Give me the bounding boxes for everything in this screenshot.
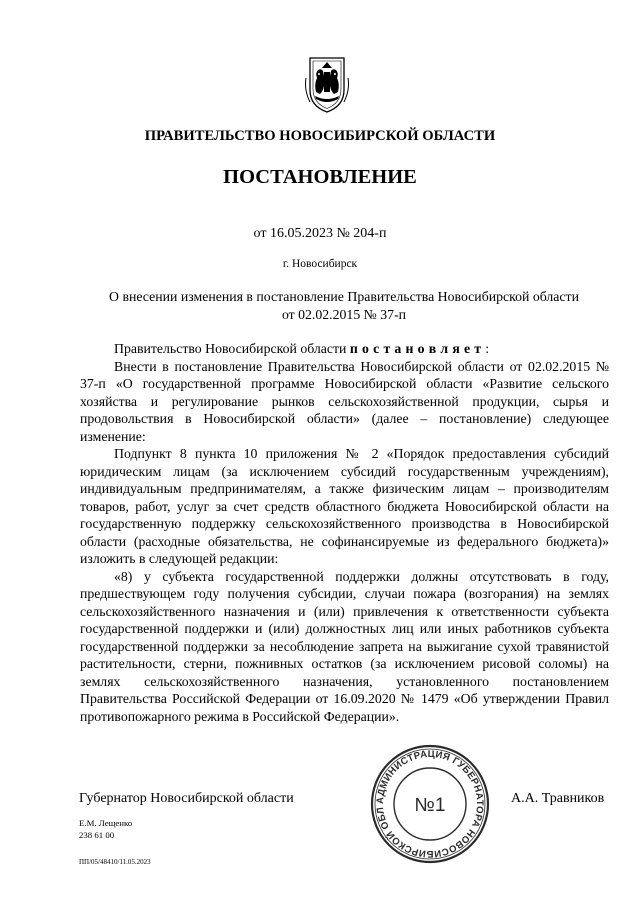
- paragraph-1: Внести в постановление Правительства Новосибирской области от 02.02.2015 № 37-п «О государственной программе Новосибирской области «Развитие сельского хозяйства и регулирование рынков сельскохозяйственной продукции, сырья и продовольствия в Новосибирской области» (далее – постановление) следующее изменение:: [80, 358, 609, 444]
- signatory-name: А.А. Травников: [511, 791, 605, 806]
- paragraph-2: Подпункт 8 пункта 10 приложения № 2 «Порядок предоставления субсидий юридическим лицам (за исключением субсидий государственным учреждениям), индивидуальным предпринимателям, а также физическим лицам – производителям товаров, работ, услуг за счет средств областного бюджета Новосибирской области на государственную поддержку сельскохозяйственного производства в Новосибирской области (расходные обязательства, не софинансируемые из федерального бюджета)» изложить в следующей редакции:: [80, 446, 609, 566]
- subject-line-1: О внесении изменения в постановление Правительства Новосибирской области: [109, 289, 579, 304]
- intro-keyword: п о с т а н о в л я е т: [349, 341, 482, 356]
- intro-prefix: Правительство Новосибирской области: [114, 341, 347, 356]
- signatory-title: Губернатор Новосибирской области: [79, 791, 294, 806]
- date-and-number: от 16.05.2023 № 204-п: [253, 226, 387, 241]
- document-body: [80, 340, 609, 725]
- document-type: ПОСТАНОВЛЕНИЕ: [223, 166, 417, 188]
- document-subject: [80, 288, 608, 323]
- paragraph-3: «8) у субъекта государственной поддержки должны отсутствовать в году, предшествующем году получения субсидии, случаи пожара (возгорания) на землях сельскохозяйственного назначения и (или) привлечения к ответственности субъекта государственной поддержки и (или) должностных лиц или иных работников субъекта государственной поддержки за несоблюдение запрета на выжигание сухой травянистой растительности, стерни, пожнивных остатков (за исключением рисовой соломы) на землях сельскохозяйственного назначения, установленного постановлением Правительства Российской Федерации от 16.09.2020 № 1479 «Об утверждении Правил противопожарного режима в Российской Федерации».: [80, 568, 609, 724]
- subject-line-2: от 02.02.2015 № 37-п: [281, 306, 407, 322]
- coat-of-arms-icon: [302, 56, 352, 114]
- city: г. Новосибирск: [282, 258, 358, 270]
- executor-phone: 238 61 00: [79, 829, 115, 840]
- stamp-center-text: №1: [414, 795, 446, 816]
- intro-paragraph: [80, 340, 609, 358]
- stamp-ring-text: АДМИНИСТРАЦИЯ ГУБЕРНАТОРА НОВОСИБИРСКОЙ ОБЛАСТИ: [364, 734, 486, 860]
- executor-info: [79, 818, 132, 841]
- intro-suffix: :: [485, 341, 490, 356]
- organization-name: ПРАВИТЕЛЬСТВО НОВОСИБИРСКОЙ ОБЛАСТИ: [144, 128, 496, 144]
- registration-number: ПП/05/48410/11.05.2023: [79, 858, 151, 866]
- official-stamp: [364, 734, 492, 866]
- executor-name: Е.М. Лещенко: [79, 818, 133, 828]
